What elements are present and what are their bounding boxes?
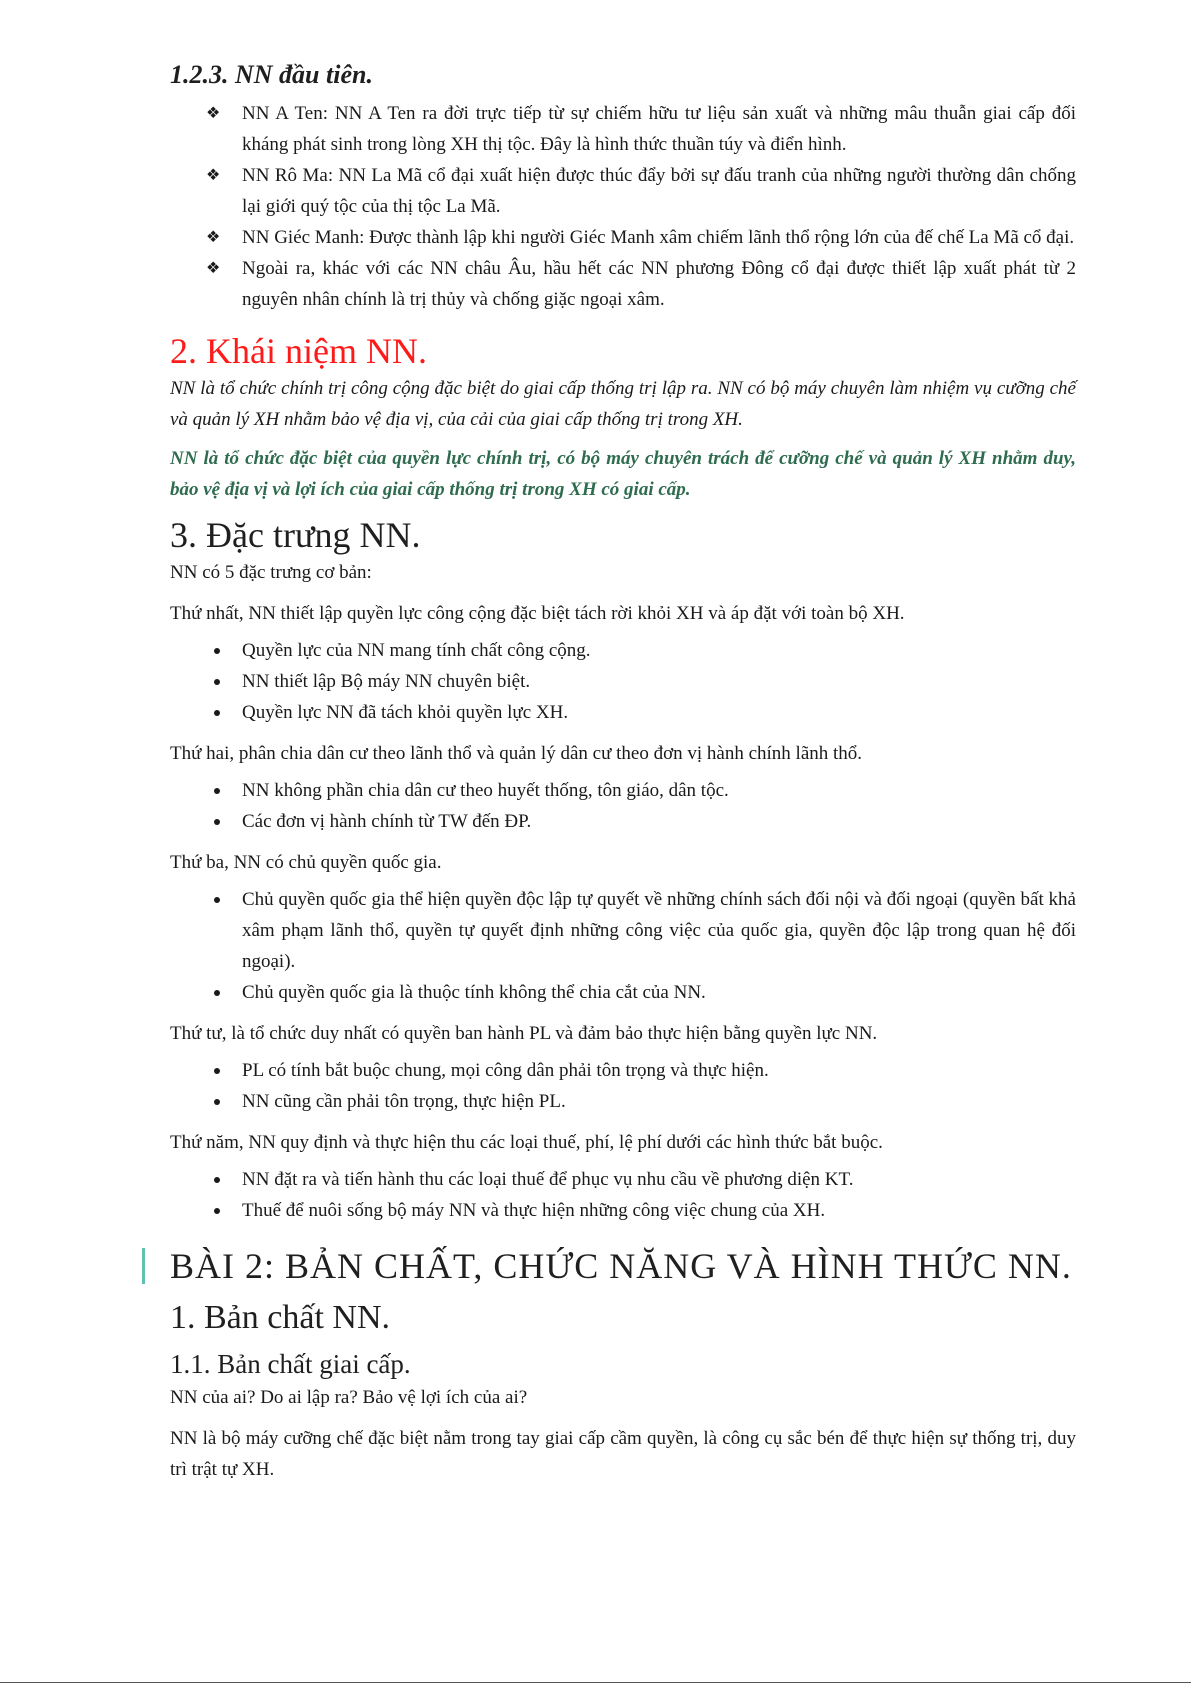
lesson-2-subsection-title: 1.1. Bản chất giai cấp.	[170, 1349, 411, 1379]
answer-text: NN là bộ máy cưỡng chế đặc biệt nằm trong tay giai cấp cầm quyền, là công cụ sắc bén để thực hiện sự thống trị, duy trì trật tự XH.	[170, 1428, 1076, 1480]
bullet-dot-icon	[214, 710, 220, 716]
bullet-dot-icon	[214, 1208, 220, 1214]
first-states-list	[170, 98, 1076, 315]
list-item: NN đặt ra và tiến hành thu các loại thuế để phục vụ nhu cầu về phương diện KT.	[170, 1164, 1076, 1195]
feature-heading: Thứ ba, NN có chủ quyền quốc gia.	[170, 852, 442, 873]
heading-accent-bar	[142, 1248, 145, 1284]
list-item: ❖ NN A Ten: NN A Ten ra đời trực tiếp từ sự chiếm hữu tư liệu sản xuất và những mâu thuẫn giai cấp đối kháng phát sinh trong lòng XH thị tộc. Đây là hình thức thuần túy và điển hình.	[170, 98, 1076, 160]
section-1-2-3-title: 1.2.3. NN đầu tiên.	[170, 60, 373, 89]
diamond-bullet-icon: ❖	[206, 105, 221, 122]
list-item: ❖ Ngoài ra, khác với các NN châu Âu, hầu hết các NN phương Đông cổ đại được thiết lập xuất phát từ 2 nguyên nhân chính là trị thủy và chống giặc ngoại xâm.	[170, 253, 1076, 315]
bullet-dot-icon	[214, 1099, 220, 1105]
bullet-dot-icon	[214, 1068, 220, 1074]
footer-divider	[0, 1682, 1191, 1683]
feature-list	[170, 635, 1076, 728]
list-item: NN không phần chia dân cư theo huyết thống, tôn giáo, dân tộc.	[170, 775, 1076, 806]
lesson-2-title: BÀI 2: BẢN CHẤT, CHỨC NĂNG VÀ HÌNH THỨC NN.	[170, 1244, 1076, 1288]
list-item: Các đơn vị hành chính từ TW đến ĐP.	[170, 806, 1076, 837]
list-item: ❖ NN Giéc Manh: Được thành lập khi người Giéc Manh xâm chiếm lãnh thổ rộng lớn của đế chế La Mã cổ đại.	[170, 222, 1076, 253]
definition-2: NN là tổ chức đặc biệt của quyền lực chính trị, có bộ máy chuyên trách để cưỡng chế và quản lý XH nhằm duy, bảo vệ địa vị và lợi ích của giai cấp thống trị trong XH có giai cấp.	[170, 448, 1076, 500]
list-item: Chủ quyền quốc gia là thuộc tính không thể chia cắt của NN.	[170, 977, 1076, 1008]
question-text: NN của ai? Do ai lập ra? Bảo vệ lợi ích của ai?	[170, 1387, 528, 1408]
bullet-dot-icon	[214, 679, 220, 685]
list-item: NN cũng cần phải tôn trọng, thực hiện PL.	[170, 1086, 1076, 1117]
list-item: Quyền lực NN đã tách khỏi quyền lực XH.	[170, 697, 1076, 728]
feature-list	[170, 1055, 1076, 1117]
bullet-dot-icon	[214, 897, 220, 903]
feature-list	[170, 884, 1076, 1008]
list-item: Quyền lực của NN mang tính chất công cộng.	[170, 635, 1076, 666]
list-item: ❖ NN Rô Ma: NN La Mã cổ đại xuất hiện được thúc đẩy bởi sự đấu tranh của những người thường dân chống lại giới quý tộc của thị tộc La Mã.	[170, 160, 1076, 222]
bullet-dot-icon	[214, 1177, 220, 1183]
feature-heading: Thứ năm, NN quy định và thực hiện thu các loại thuế, phí, lệ phí dưới các hình thức bắt buộc.	[170, 1132, 883, 1153]
lesson-2-section-title: 1. Bản chất NN.	[170, 1299, 391, 1336]
feature-heading: Thứ tư, là tổ chức duy nhất có quyền ban hành PL và đảm bảo thực hiện bằng quyền lực NN.	[170, 1023, 878, 1044]
features-intro: NN có 5 đặc trưng cơ bản:	[170, 562, 372, 583]
section-2-title: 2. Khái niệm NN.	[170, 331, 427, 371]
diamond-bullet-icon: ❖	[206, 260, 221, 277]
bullet-dot-icon	[214, 648, 220, 654]
list-item: NN thiết lập Bộ máy NN chuyên biệt.	[170, 666, 1076, 697]
document-page	[170, 0, 1076, 1485]
diamond-bullet-icon: ❖	[206, 167, 221, 184]
feature-list	[170, 775, 1076, 837]
section-3-title: 3. Đặc trưng NN.	[170, 515, 421, 555]
bullet-dot-icon	[214, 788, 220, 794]
bullet-dot-icon	[214, 990, 220, 996]
definition-1: NN là tổ chức chính trị công cộng đặc biệt do giai cấp thống trị lập ra. NN có bộ máy chuyên làm nhiệm vụ cưỡng chế và quản lý XH nhằm bảo vệ địa vị, của cải của giai cấp thống trị trong XH.	[170, 378, 1076, 430]
diamond-bullet-icon: ❖	[206, 229, 221, 246]
list-item: Thuế để nuôi sống bộ máy NN và thực hiện những công việc chung của XH.	[170, 1195, 1076, 1226]
feature-list	[170, 1164, 1076, 1226]
list-item: Chủ quyền quốc gia thể hiện quyền độc lập tự quyết về những chính sách đối nội và đối ngoại (quyền bất khả xâm phạm lãnh thổ, quyền tự quyết định những công việc của quốc gia, quyền độc lập trong quan hệ đối ngoại).	[170, 884, 1076, 977]
feature-heading: Thứ hai, phân chia dân cư theo lãnh thổ và quản lý dân cư theo đơn vị hành chính lãnh thổ.	[170, 743, 863, 764]
bullet-dot-icon	[214, 819, 220, 825]
feature-heading: Thứ nhất, NN thiết lập quyền lực công cộng đặc biệt tách rời khỏi XH và áp đặt với toàn bộ XH.	[170, 603, 905, 624]
list-item: PL có tính bắt buộc chung, mọi công dân phải tôn trọng và thực hiện.	[170, 1055, 1076, 1086]
